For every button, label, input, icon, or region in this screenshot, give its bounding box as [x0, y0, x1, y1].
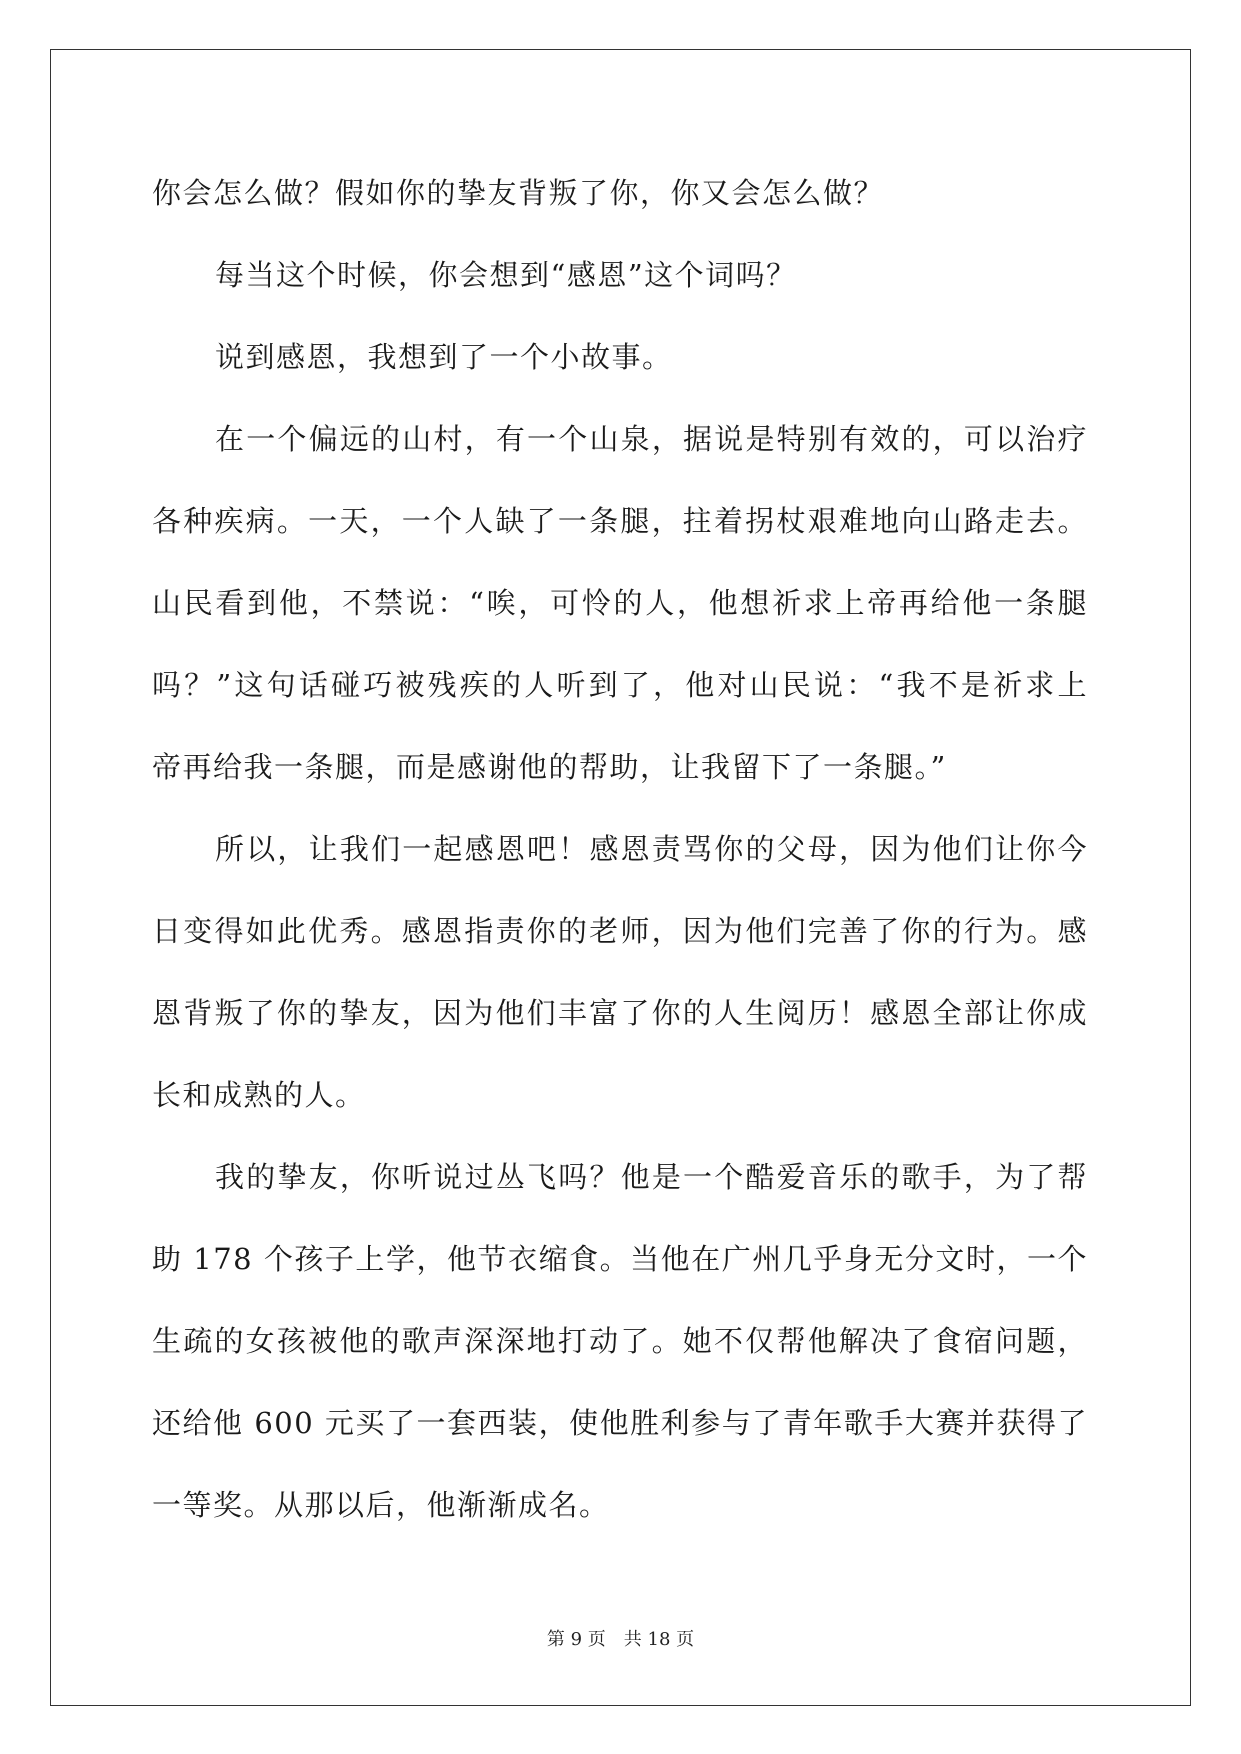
text-line: 长和成熟的人。 — [152, 1078, 366, 1112]
text-line: 我的挚友，你听说过丛飞吗？他是一个酷爱音乐的歌手，为了帮 — [215, 1160, 1088, 1194]
text-line: 各种疾病。一天，一个人缺了一条腿，拄着拐杖艰难地向山路走去。 — [152, 504, 1088, 538]
text-line: 说到感恩，我想到了一个小故事。 — [215, 340, 673, 374]
text-line: 山民看到他，不禁说：“唉，可怜的人，他想祈求上帝再给他一条腿 — [152, 586, 1088, 620]
page-number: 第 9 页 — [546, 1629, 606, 1650]
text-line: 还给他 600 元买了一套西装，使他胜利参与了青年歌手大赛并获得了 — [152, 1406, 1088, 1440]
text-line: 每当这个时候，你会想到“感恩”这个词吗？ — [215, 258, 797, 292]
document-body — [152, 162, 1088, 1556]
page-total: 共 18 页 — [623, 1629, 695, 1650]
text-line: 一等奖。从那以后，他渐渐成名。 — [152, 1488, 610, 1522]
text-line: 生疏的女孩被他的歌声深深地打动了。她不仅帮他解决了食宿问题， — [152, 1324, 1088, 1358]
text-line: 恩背叛了你的挚友，因为他们丰富了你的人生阅历！感恩全部让你成 — [152, 996, 1088, 1030]
text-line: 所以，让我们一起感恩吧！感恩责骂你的父母，因为他们让你今 — [215, 832, 1088, 866]
text-line: 吗？”这句话碰巧被残疾的人听到了，他对山民说：“我不是祈求上 — [152, 668, 1088, 702]
text-line: 你会怎么做？假如你的挚友背叛了你，你又会怎么做？ — [152, 176, 885, 210]
page-footer — [0, 1628, 1241, 1652]
text-line: 帝再给我一条腿，而是感谢他的帮助，让我留下了一条腿。” — [152, 750, 947, 784]
text-line: 在一个偏远的山村，有一个山泉，据说是特别有效的，可以治疗 — [215, 422, 1088, 456]
text-line: 助 178 个孩子上学，他节衣缩食。当他在广州几乎身无分文时，一个 — [152, 1242, 1088, 1276]
text-line: 日变得如此优秀。感恩指责你的老师，因为他们完善了你的行为。感 — [152, 914, 1088, 948]
